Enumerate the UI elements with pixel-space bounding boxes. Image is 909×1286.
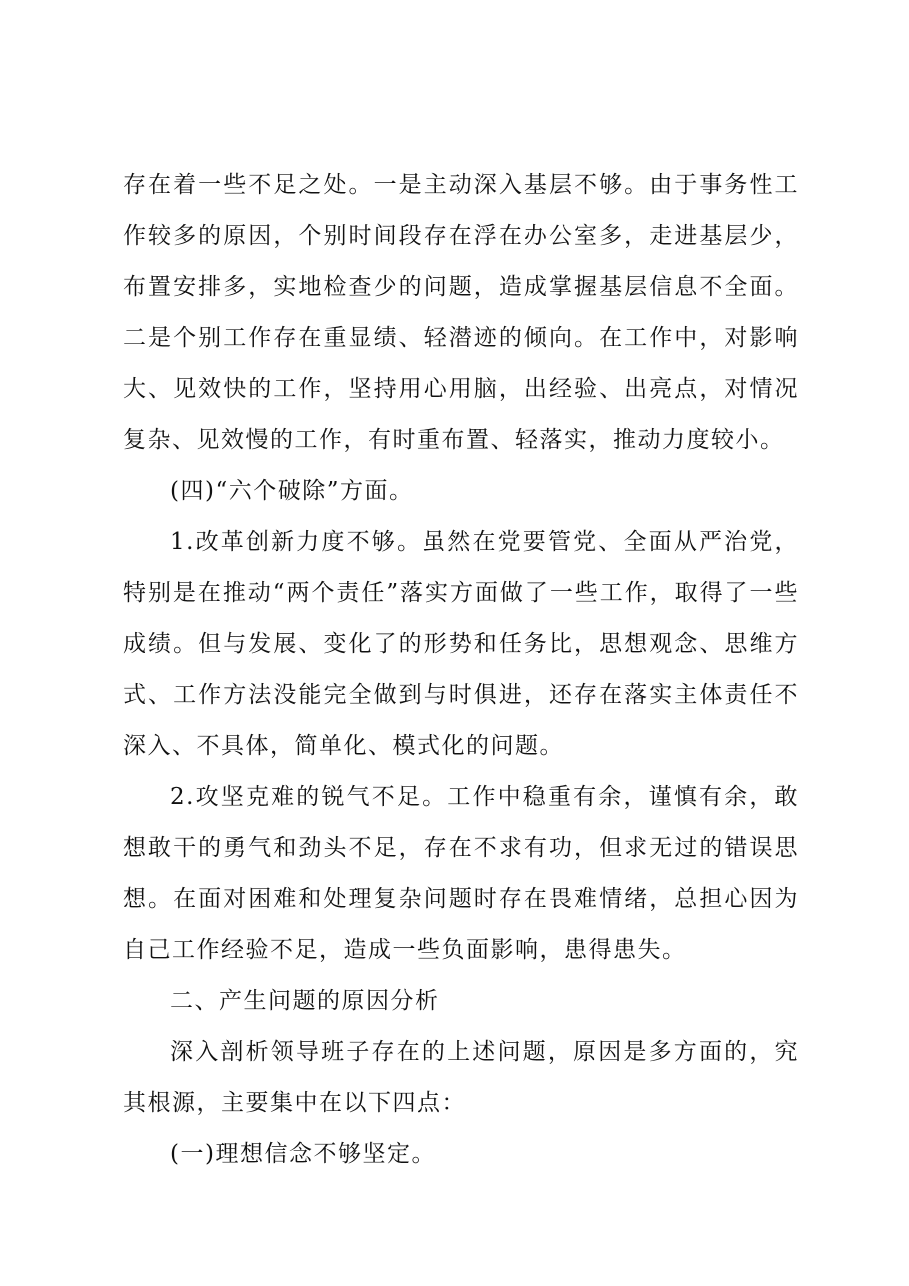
paragraph-cause-intro: 深入剖析领导班子存在的上述问题，原因是多方面的，究其根源，主要集中在以下四点：	[123, 1039, 799, 1116]
section-heading-cause-analysis: 二、产生问题的原因分析	[170, 988, 440, 1014]
document-body	[123, 160, 799, 1180]
subheading-ideals-beliefs: (一)理想信念不够坚定。	[170, 1141, 436, 1167]
paragraph-reform-innovation: 1.改革创新力度不够。虽然在党要管党、全面从严治党，特别是在推动“两个责任”落实方面做了一些工作，取得了一些成绩。但与发展、变化了的形势和任务比，思想观念、思维方式、工作方法没能完全做到与时俱进，还存在落实主体责任不深入、不具体，简单化、模式化的问题。	[123, 529, 799, 759]
section-heading-six-eliminations: (四)“六个破除”方面。	[170, 478, 414, 504]
paragraph-continuation: 存在着一些不足之处。一是主动深入基层不够。由于事务性工作较多的原因，个别时间段存在浮在办公室多，走进基层少，布置安排多，实地检查少的问题，造成掌握基层信息不全面。二是个别工作存在重显绩、轻潜迹的倾向。在工作中，对影响大、见效快的工作，坚持用心用脑，出经验、出亮点，对情况复杂、见效慢的工作，有时重布置、轻落实，推动力度较小。	[123, 172, 799, 453]
paragraph-tackling-difficulties: 2.攻坚克难的锐气不足。工作中稳重有余，谨慎有余，敢想敢干的勇气和劲头不足，存在不求有功，但求无过的错误思想。在面对困难和处理复杂问题时存在畏难情绪，总担心因为自己工作经验不足，造成一些负面影响，患得患失。	[123, 784, 799, 963]
